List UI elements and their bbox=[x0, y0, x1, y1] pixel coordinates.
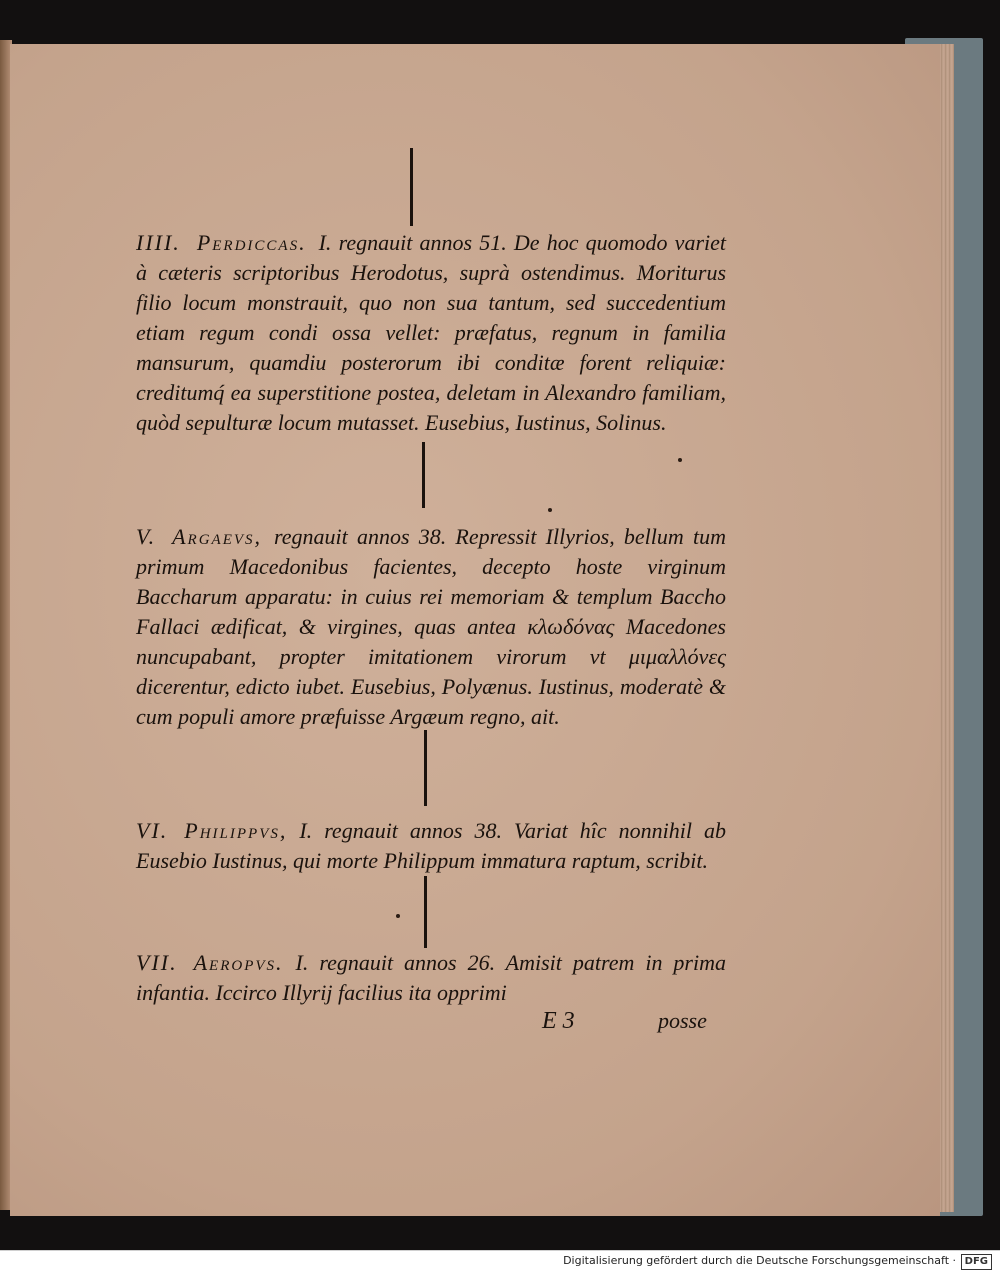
dfg-logo: DFG bbox=[961, 1254, 992, 1270]
book-page bbox=[10, 44, 940, 1216]
genealogy-rule bbox=[422, 442, 425, 508]
entry-number: VI. bbox=[136, 818, 169, 843]
ink-spot bbox=[548, 508, 552, 512]
ink-spot bbox=[396, 914, 400, 918]
entry-aeropus bbox=[136, 948, 726, 1008]
entry-number: VII. bbox=[136, 950, 178, 975]
catchword: posse bbox=[658, 1008, 707, 1033]
entry-argaeus bbox=[136, 522, 726, 732]
ink-spot bbox=[678, 458, 682, 462]
entry-number: IIII. bbox=[136, 230, 181, 255]
signature-mark: E 3 bbox=[542, 1008, 575, 1034]
footer-bar bbox=[0, 1250, 1000, 1272]
genealogy-rule bbox=[424, 730, 427, 806]
genealogy-rule bbox=[424, 876, 427, 948]
entry-philippus bbox=[136, 816, 726, 876]
king-name: Philippvs, bbox=[184, 818, 288, 843]
genealogy-rule bbox=[410, 182, 413, 226]
entry-text: regnauit annos 38. Repressit Illyrios, bellum tum primum Macedonibus facientes, decepto hoste virginum Baccharum apparatu: in cuius rei memoriam & templum Baccho Fallaci ædificat, & virgines, quas antea κλωδόνας Macedones nuncupabant, propter imitationem virorum vt μιμαλλόνες dicerentur, edicto iubet. Eusebius, Polyænus. Iustinus, moderatè & cum populi amore præfuisse Argæum regno, ait. bbox=[136, 524, 726, 729]
king-name: Perdiccas. bbox=[196, 230, 307, 255]
footer-credit: Digitalisierung gefördert durch die Deutsche Forschungsgemeinschaft · bbox=[563, 1254, 956, 1267]
king-name: Aeropvs. bbox=[193, 950, 284, 975]
entry-text: I. regnauit annos 26. Amisit patrem in prima infantia. Iccirco Illyrij facilius ita opprimi bbox=[136, 950, 726, 1005]
entry-text: I. regnauit annos 38. Variat hîc nonnihil ab Eusebio Iustinus, qui morte Philippum immatura raptum, scribit. bbox=[136, 818, 726, 873]
entry-text: I. regnauit annos 51. De hoc quomodo variet à cæteris scriptoribus Herodotus, suprà ostendimus. Moriturus filio locum monstrauit, quo non sua tantum, sed succedentium etiam regum condi ossa vellet: præfatus, regnum in familia mansurum, quamdiu posterorum ibi conditæ forent reliquiæ: creditumq́ ea superstitione postea, deletam in Alexandro familiam, quòd sepulturæ locum mutasset. Eusebius, Iustinus, Solinus. bbox=[136, 230, 726, 435]
king-name: Argaevs, bbox=[172, 524, 263, 549]
entry-perdiccas bbox=[136, 228, 726, 438]
entry-number: V. bbox=[136, 524, 157, 549]
